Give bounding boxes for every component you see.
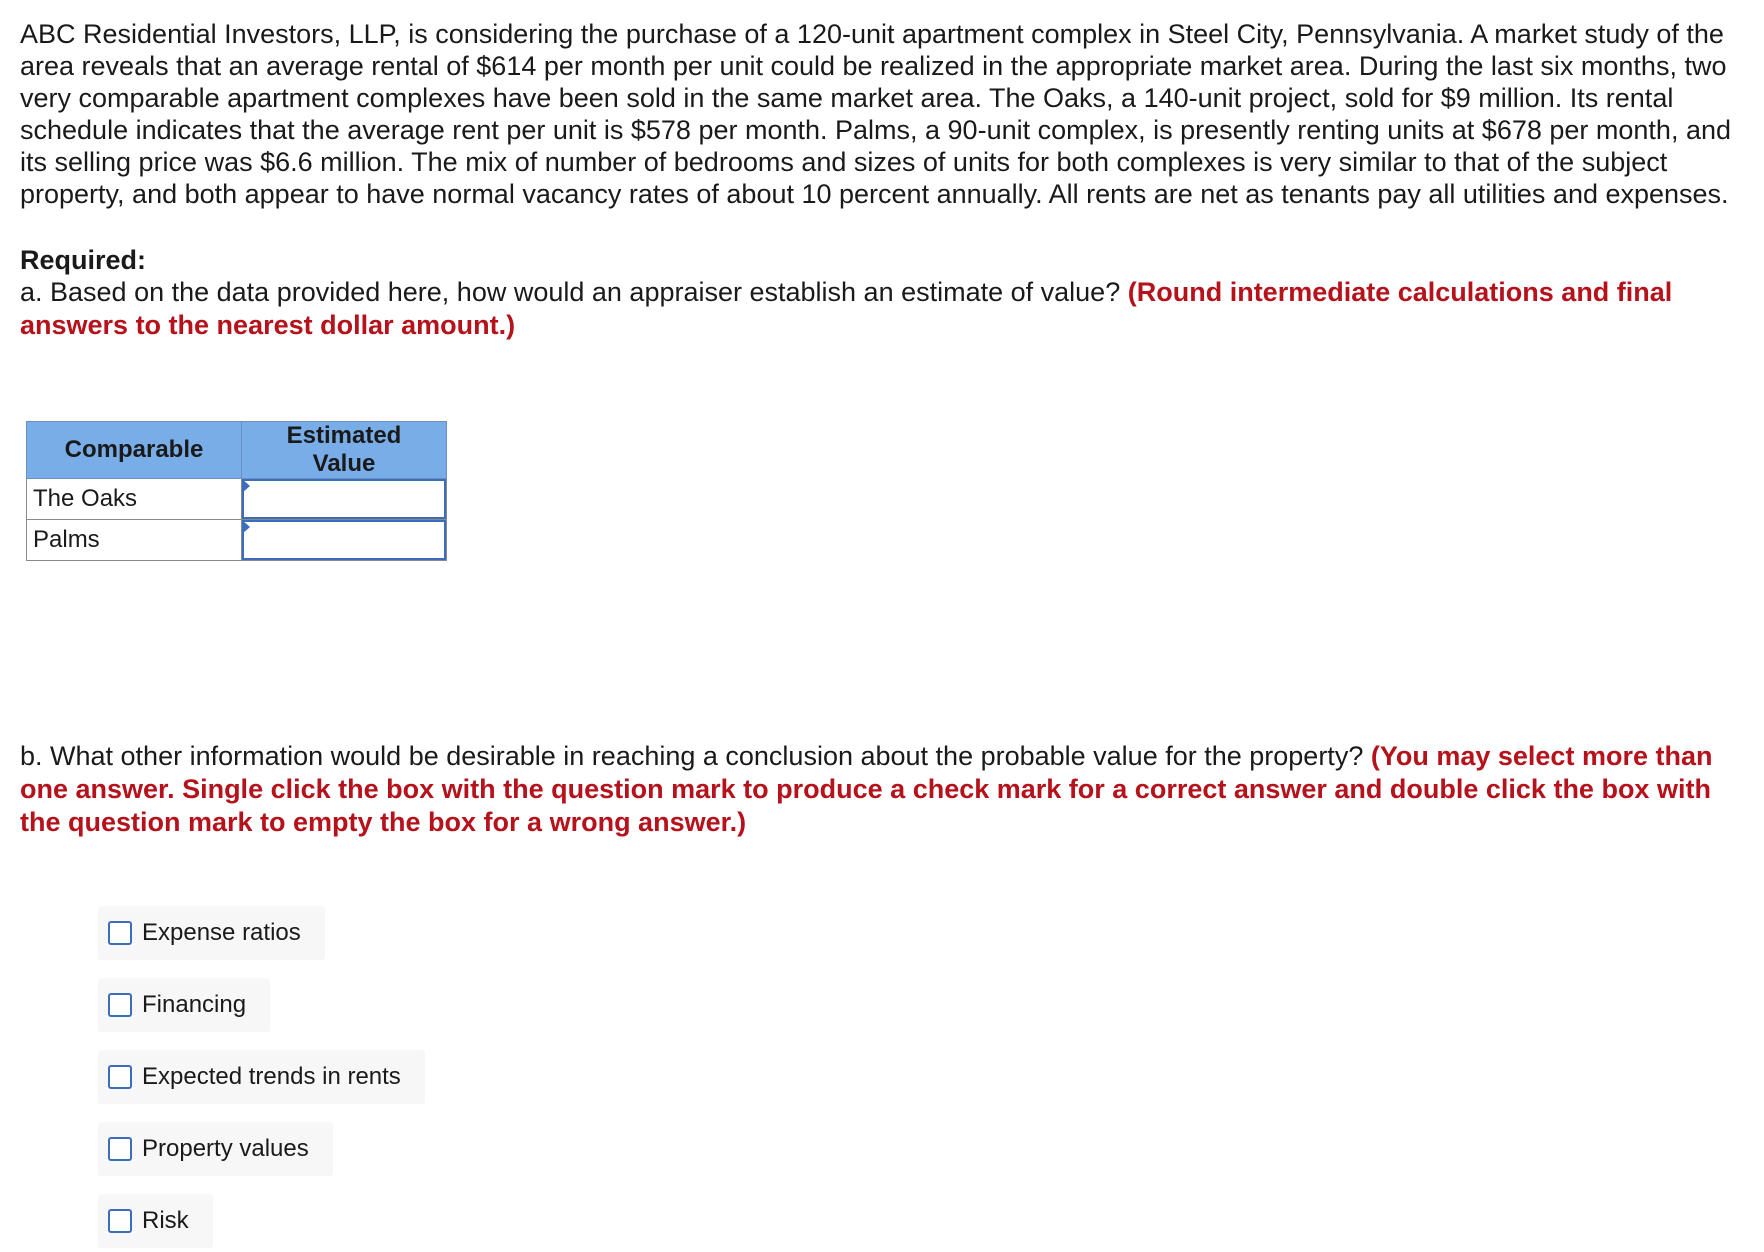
required-heading: Required:	[20, 245, 147, 275]
input-marker-icon	[242, 479, 250, 493]
choice-financing[interactable]	[98, 978, 270, 1032]
problem-page	[20, 18, 1742, 553]
estimated-value-input-the-oaks[interactable]	[242, 479, 446, 519]
part-a-instruction: (Round intermediate calculations and final answers to the nearest dollar amount.)	[20, 277, 1673, 340]
part-a-question	[20, 276, 1742, 342]
table-row-palms	[27, 520, 447, 561]
problem-statement: ABC Residential Investors, LLP, is considering the purchase of a 120-unit apartment complex in Steel City, Pennsylvania. A market study of the area reveals that an average rental of $614 per month per unit could be realized in the appropriate market area. During the last six months, two very comparable apartment complexes have been sold in the same market area. The Oaks, a 140-unit project, sold for $9 million. Its rental schedule indicates that the average rent per unit is $578 per month. Palms, a 90-unit complex, is presently renting units at $678 per month, and its selling price was $6.6 million. The mix of number of bedrooms and sizes of units for both complexes is very similar to that of the subject property, and both appear to have normal vacancy rates of about 10 percent annually. All rents are net as tenants pay all utilities and expenses.	[20, 19, 1731, 209]
estimated-value-input-palms[interactable]	[242, 520, 446, 560]
table-header-row	[27, 422, 447, 479]
checkbox-icon[interactable]	[108, 1209, 132, 1233]
part-a-question-text: a. Based on the data provided here, how would an appraiser establish an estimate of value?	[20, 277, 1121, 307]
part-b-question-text: b. What other information would be desirable in reaching a conclusion about the probable value for the property?	[20, 741, 1364, 771]
comparable-name-palms: Palms	[27, 520, 242, 561]
header-estimated-value: Estimated Value	[242, 422, 447, 479]
checkbox-icon[interactable]	[108, 1137, 132, 1161]
part-b-question	[20, 740, 1742, 839]
checkbox-icon[interactable]	[108, 993, 132, 1017]
header-comparable: Comparable	[27, 422, 242, 479]
choice-label: Expense ratios	[142, 919, 301, 946]
estimated-value-cell-palms	[242, 520, 447, 561]
table-row-the-oaks	[27, 479, 447, 520]
estimated-value-table	[26, 421, 447, 561]
input-marker-icon	[242, 520, 250, 534]
choice-expense-ratios[interactable]	[98, 906, 325, 960]
part-b-instruction: (You may select more than one answer. Single click the box with the question mark to produce a check mark for a correct answer and double click the box with the question mark to empty the box for a wrong answer.)	[20, 741, 1713, 837]
choice-risk[interactable]	[98, 1194, 213, 1248]
checkbox-icon[interactable]	[108, 1065, 132, 1089]
choice-expected-trends-in-rents[interactable]	[98, 1050, 425, 1104]
estimated-value-cell-the-oaks	[242, 479, 447, 520]
choice-label: Risk	[142, 1207, 189, 1234]
comparable-name-the-oaks: The Oaks	[27, 479, 242, 520]
checkbox-icon[interactable]	[108, 921, 132, 945]
choice-label: Expected trends in rents	[142, 1063, 401, 1090]
choice-property-values[interactable]	[98, 1122, 333, 1176]
choice-label: Property values	[142, 1135, 309, 1162]
choice-label: Financing	[142, 991, 247, 1018]
